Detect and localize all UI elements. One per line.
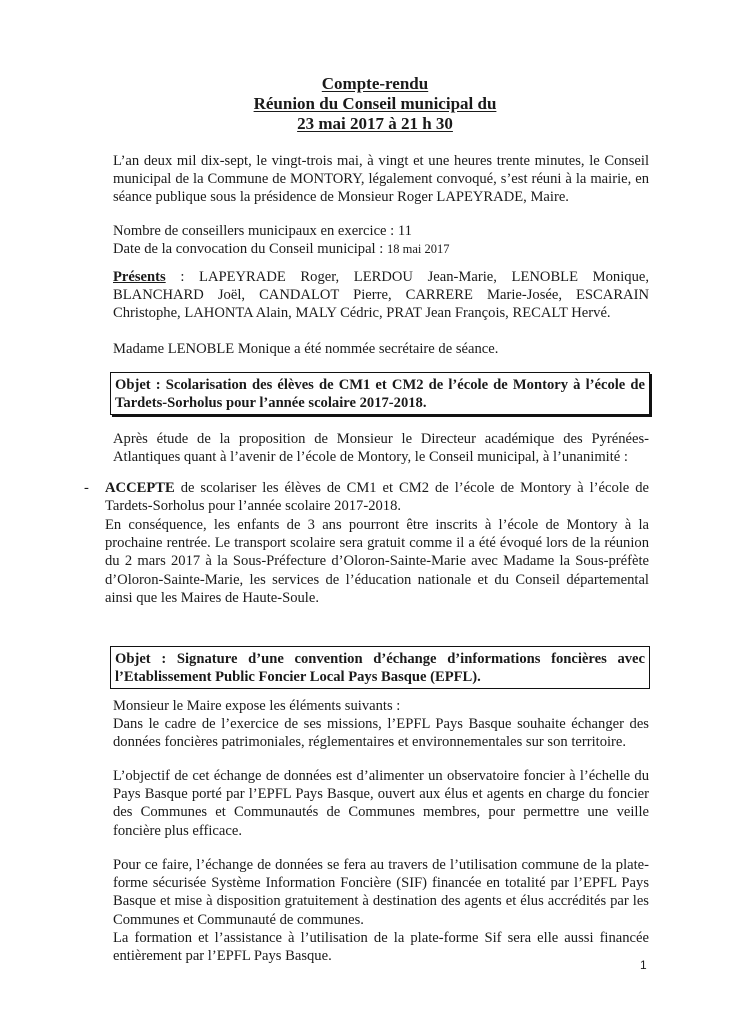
document-title: Compte-rendu [321,74,429,93]
objet2-objectif: L’objectif de cet échange de données est d’alimenter un observatoire foncier à l’échelle du Pays Basque porté par l’EPFL Pays Basque, ouvert aux élus et agents en charge du foncier des Communes et Communautés de Communes membres, pour permettre une veille foncière plus efficace. [113,768,649,839]
objet2-intro [113,697,649,752]
presents-paragraph [113,268,649,323]
presents-label: Présents [113,269,166,285]
accepte-keyword: ACCEPTE [105,480,175,496]
objet2-p4: La formation et l’assistance à l’utilisation de la plate-forme Sif sera elle aussi financée entièrement par l’EPFL Pays Basque. [113,929,649,965]
counts-block [113,222,649,258]
intro-paragraph: L’an deux mil dix-sept, le vingt-trois mai, à vingt et une heures trente minutes, le Conseil municipal de la Commune de MONTORY, légalement convoqué, s’est réuni à la mairie, en séance publique sous la présidence de Monsieur Roger LAPEYRADE, Maire. [113,153,649,206]
objet2-p3: Pour ce faire, l’échange de données se fera au travers de l’utilisation commune de la plate-forme sécurisée Système Information Foncière (SIF) financée en totalité par l’EPFL Pays Basque et mise à disposition gratuitement à destination des agents et élus accrédités par les Communes et Communauté de communes. [113,857,649,928]
meeting-title: Réunion du Conseil municipal du [253,94,497,113]
objet1-consequence: En conséquence, les enfants de 3 ans pourront être inscrits à l’école de Montory à la prochaine rentrée. Le transport scolaire sera gratuit comme il a été évoqué lors de la réunion du 2 mars 2017 à la Sous-Préfecture d’Oloron-Sainte-Marie avec Madame la Sous-préfète d’Oloron-Sainte-Marie, les services de l’éducation nationale et du Conseil départemental ainsi que les Maires de Haute-Soule. [105,517,649,606]
objet2-cadre: Dans le cadre de l’exercice de ses missions, l’EPFL Pays Basque souhaite échanger des données foncières patrimoniales, réglementaires et environnementales sur son territoire. [113,716,649,751]
convocation-date: 18 mai 2017 [386,242,450,257]
convocation-label: Date de la convocation du Conseil municipal : [113,241,387,258]
objet1-intro: Après étude de la proposition de Monsieur le Directeur académique des Pyrénées-Atlantiques quant à l’avenir de l’école de Montory, le Conseil municipal, à l’unanimité : [113,431,649,466]
objet2-expose: Monsieur le Maire expose les éléments suivants : [113,698,401,714]
secretaire-paragraph: Madame LENOBLE Monique a été nommée secrétaire de séance. [113,341,499,357]
conseillers-count: Nombre de conseillers municipaux en exercice : 11 [113,223,412,239]
bullet-dash: - [84,480,89,496]
decision-text: de scolariser les élèves de CM1 et CM2 de l’école de Montory à l’école de Tardets-Sorholus pour l’année scolaire 2017-2018. [105,480,649,515]
page-number: 1 [640,958,647,972]
objet2-title-box: Objet : Signature d’une convention d’échange d’informations foncières avec l’Etablissement Public Foncier Local Pays Basque (EPFL). [110,646,650,689]
objet1-decision [105,479,649,515]
meeting-date: 23 mai 2017 à 21 h 30 [297,114,453,133]
presents-names: : LAPEYRADE Roger, LERDOU Jean-Marie, LENOBLE Monique, BLANCHARD Joël, CANDALOT Pierre, CARRERE Marie-Josée, ESCARAIN Christophe, LAHONTA Alain, MALY Cédric, PRAT Jean François, RECALT Hervé. [113,269,649,322]
objet1-title-box: Objet : Scolarisation des élèves de CM1 et CM2 de l’école de Montory à l’école de Tardets-Sorholus pour l’année scolaire 2017-2018. [110,372,650,415]
objet2-plateforme [113,856,649,965]
